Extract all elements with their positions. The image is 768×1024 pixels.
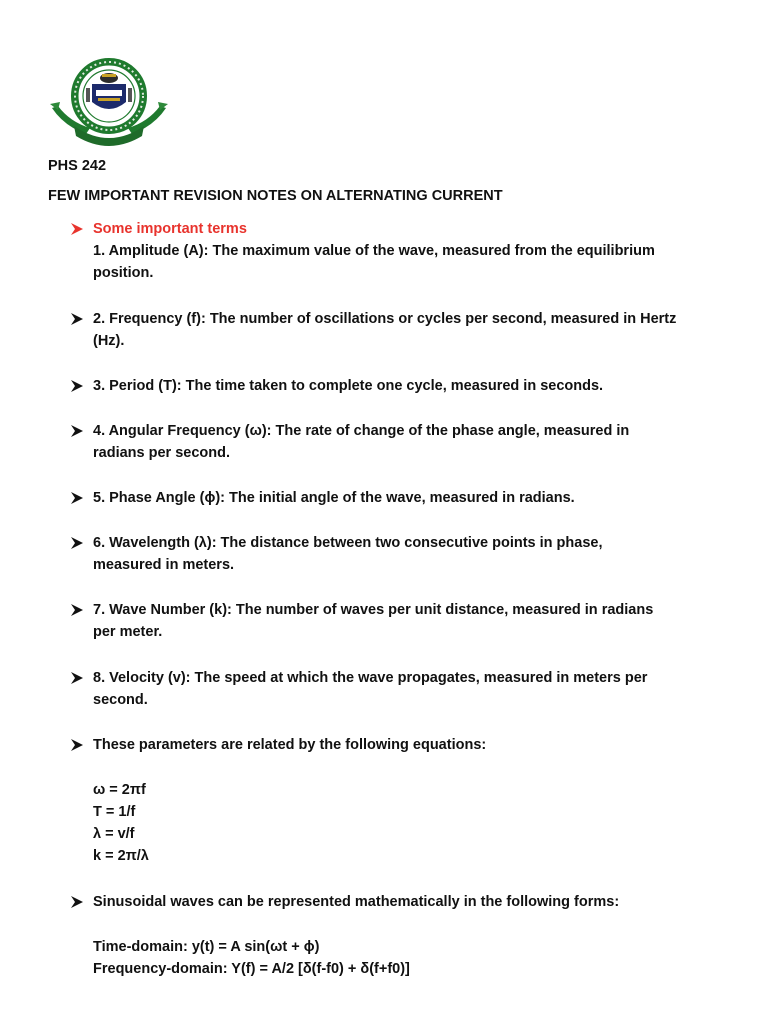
term-text: 6. Wavelength (λ): The distance between two consecutive points in phase,: [93, 535, 603, 551]
equation: Time-domain: y(t) = A sin(ωt + ϕ): [93, 939, 320, 955]
arrow-bullet-icon: [70, 375, 84, 397]
term-text: 2. Frequency (f): The number of oscillations or cycles per second, measured in Hertz: [93, 311, 677, 327]
course-code: PHS 242: [48, 158, 107, 174]
equation: Frequency-domain: Y(f) = A/2 [δ(f-f0) + δ(f+f0)]: [93, 961, 410, 977]
term-text: position.: [93, 265, 154, 281]
wave-forms: [93, 936, 410, 980]
arrow-bullet-icon: [70, 599, 84, 621]
term-text: second.: [93, 692, 148, 708]
arrow-bullet-icon: [70, 218, 84, 240]
arrow-bullet-icon: [70, 487, 84, 509]
arrow-bullet-icon: [70, 891, 84, 913]
section-heading: Some important terms: [93, 221, 247, 237]
term-text: 5. Phase Angle (ϕ): The initial angle of the wave, measured in radians.: [93, 490, 575, 506]
arrow-bullet-icon: [70, 420, 84, 442]
equation: ω = 2πf: [93, 782, 146, 798]
forms-intro: Sinusoidal waves can be represented mathematically in the following forms:: [93, 894, 620, 910]
relations-equations: [93, 779, 149, 867]
equation: T = 1/f: [93, 804, 136, 820]
term-text: radians per second.: [93, 445, 230, 461]
term-text: 3. Period (T): The time taken to complete one cycle, measured in seconds.: [93, 378, 604, 394]
document-title: FEW IMPORTANT REVISION NOTES ON ALTERNATING CURRENT: [48, 188, 503, 204]
term-text: measured in meters.: [93, 557, 235, 573]
arrow-bullet-icon: [70, 667, 84, 689]
university-seal-icon: [46, 56, 172, 146]
equation: k = 2π/λ: [93, 848, 149, 864]
term-text: 7. Wave Number (k): The number of waves per unit distance, measured in radians: [93, 602, 654, 618]
arrow-bullet-icon: [70, 734, 84, 756]
term-text: 8. Velocity (v): The speed at which the wave propagates, measured in meters per: [93, 670, 648, 686]
term-text: per meter.: [93, 624, 163, 640]
relations-intro: These parameters are related by the following equations:: [93, 737, 487, 753]
term-text: 4. Angular Frequency (ω): The rate of change of the phase angle, measured in: [93, 423, 630, 439]
term-text: 1. Amplitude (A): The maximum value of the wave, measured from the equilibrium: [93, 243, 655, 259]
equation: λ = v/f: [93, 826, 135, 842]
term-text: (Hz).: [93, 333, 125, 349]
arrow-bullet-icon: [70, 532, 84, 554]
arrow-bullet-icon: [70, 308, 84, 330]
